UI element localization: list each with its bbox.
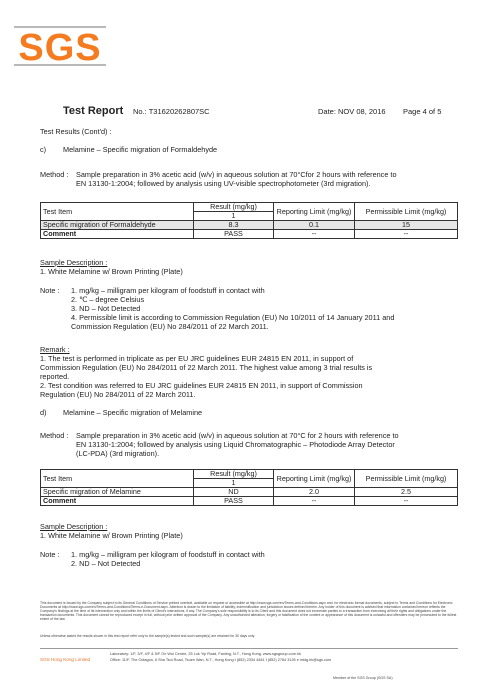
row-result: 8.3 [194, 221, 274, 230]
comment-limit: -- [274, 497, 355, 506]
row-test-item: Specific migration of Formaldehyde [41, 221, 194, 230]
note-line: 4. Permissible limit is according to Commission Regulation (EU) No 10/2011 of 14 January 2011 and [71, 313, 395, 322]
col-test-item: Test Item [41, 470, 194, 488]
note-line: 1. mg/kg – milligram per kilogram of foodstuff in contact with [71, 550, 265, 559]
row-permissible-limit: 2.5 [355, 488, 458, 497]
section-d-method-line1: Sample preparation in 3% acetic acid (w/v) in aqueous solution at 70°C for 2 hours with reference to [76, 431, 399, 440]
comment-value: PASS [194, 497, 274, 506]
comment-value: PASS [194, 230, 274, 239]
section-c-label: c) [40, 145, 47, 154]
footer-address-office: Office: 11/F, The Octagon, 6 Sha Tsui Road, Tsuen Wan, N.T., Hong Kong t (852) 2334 4481 f (852) 2764 3126 e mktg.hk@sgs.com [110, 658, 332, 662]
section-d-note-label: Note : [40, 550, 60, 559]
col-reporting-limit: Reporting Limit (mg/kg) [274, 203, 355, 221]
note-line: 1. mg/kg – milligram per kilogram of foodstuff in contact with [71, 286, 265, 295]
row-reporting-limit: 0.1 [274, 221, 355, 230]
sgs-logo [14, 22, 106, 72]
note-line: 3. ND – Not Detected [71, 304, 141, 313]
row-reporting-limit: 2.0 [274, 488, 355, 497]
section-d-label: d) [40, 408, 47, 417]
remark-line: Regulation (EU) No 284/2011 of 22 March 2011. [40, 390, 196, 399]
results-heading: Test Results (Cont'd) : [40, 127, 112, 136]
comment-perm: -- [355, 497, 458, 506]
section-c-method-line2: EN 13130-1:2004; followed by analysis using UV-visible spectrophotometer (3rd migration). [76, 179, 371, 188]
row-test-item: Specific migration of Melamine [41, 488, 194, 497]
note-line: Commission Regulation (EU) No 284/2011 of 22 March 2011. [71, 322, 269, 331]
report-number: No.: T31620262807SC [133, 107, 210, 116]
footer-disclaimer-2: Unless otherwise stated the results shown in this test report refer only to the sample(s) tested and such sample(s) are retained for 30 days only. [40, 634, 255, 638]
section-d-method-line3: (LC-PDA) (3rd migration). [76, 449, 160, 458]
section-c-method-line1: Sample preparation in 3% acetic acid (w/v) in aqueous solution at 70°Cfor 2 hours with reference to [76, 170, 397, 179]
remark-heading: Remark : [40, 345, 70, 354]
section-c-note-label: Note : [40, 286, 60, 295]
footer-company: SGS Hong Kong Limited [40, 657, 91, 662]
col-reporting-limit: Reporting Limit (mg/kg) [274, 470, 355, 488]
remark-line: Commission Regulation (EU) No 284/2011 of 22 March 2011. The highest value among 3 trial results is [40, 363, 373, 372]
formaldehyde-results-table [40, 202, 458, 239]
table-row [41, 221, 458, 230]
section-d-sample-heading: Sample Description : [40, 522, 108, 531]
footer-member: Member of the SGS Group (SGS SA) [333, 676, 393, 680]
comment-row [41, 230, 458, 239]
col-result: Result (mg/kg) [194, 470, 274, 479]
footer-disclaimer: This document is issued by the Company subject to its General Conditions of Service printed overleaf, available on request or accessible at http://www.sgs.com/en/Terms-and-Conditions.aspx and, for electronic format documents, subject to Terms and Conditions for Electronic Documents at http://www.sgs.com/en/Terms-and-Conditions/Terms-e-Document.aspx. Attention is drawn to the limitation of liability, indemnification and jurisdiction issues defined therein. Any holder of this document is advised that information contained hereon reflects the Company's findings at the time of its intervention only and within the limits of Client's instructions, if any. The Company's sole responsibility is to its Client and this document does not exonerate parties to a transaction from exercising all their rights and obligations under the transaction documents. This document cannot be reproduced except in full, without prior written approval of the Company. Any unauthorized alteration, forgery or falsification of the content or appearance of this document is unlawful and offenders may be prosecuted to the fullest extent of the law. [40, 601, 457, 622]
col-result-number: 1 [194, 212, 274, 221]
section-d-title: Melamine – Specific migration of Melamine [63, 408, 203, 417]
note-line: 2. ND – Not Detected [71, 559, 141, 568]
page-indicator: Page 4 of 5 [403, 107, 442, 116]
section-c-method-label: Method : [40, 170, 69, 179]
table-row [41, 488, 458, 497]
footer-address-lab: Laboratory: 1/F, 3/F, 4/F & 5/F On Wui Centre, 25 Lok Yip Road, Fanling, N.T., Hong Kong. www.sgsgroup.com.hk [110, 652, 301, 656]
section-c-sample-line: 1. White Melamine w/ Brown Printing (Plate) [40, 267, 183, 276]
col-result-number: 1 [194, 479, 274, 488]
section-d-method-line2: EN 13130-1:2004; followed by analysis using Liquid Chromatographic – Photodiode Array Detector [76, 440, 395, 449]
remark-line: 2. Test condition was referred to EU JRC guidelines EUR 24815 EN 2011, in support of Commission [40, 381, 363, 390]
remark-line: reported. [40, 372, 70, 381]
report-title: Test Report [63, 105, 124, 117]
comment-row [41, 497, 458, 506]
report-date: Date: NOV 08, 2016 [318, 107, 386, 116]
row-permissible-limit: 15 [355, 221, 458, 230]
section-c-sample-heading: Sample Description : [40, 258, 108, 267]
remark-line: 1. The test is performed in triplicate as per EU JRC guidelines EUR 24815 EN 2011, in support of [40, 354, 354, 363]
col-permissible-limit: Permissible Limit (mg/kg) [355, 203, 458, 221]
section-c-title: Melamine – Specific migration of Formaldehyde [63, 145, 218, 154]
svg-text:SGS: SGS [18, 27, 102, 69]
comment-limit: -- [274, 230, 355, 239]
row-result: ND [194, 488, 274, 497]
section-d-method-label: Method : [40, 431, 69, 440]
melamine-results-table [40, 469, 458, 506]
comment-label: Comment [41, 230, 194, 239]
col-permissible-limit: Permissible Limit (mg/kg) [355, 470, 458, 488]
col-test-item: Test Item [41, 203, 194, 221]
footer-divider [40, 648, 458, 649]
note-line: 2. ℃ – degree Celsius [71, 295, 145, 304]
col-result: Result (mg/kg) [194, 203, 274, 212]
comment-label: Comment [41, 497, 194, 506]
comment-perm: -- [355, 230, 458, 239]
section-d-sample-line: 1. White Melamine w/ Brown Printing (Plate) [40, 531, 183, 540]
